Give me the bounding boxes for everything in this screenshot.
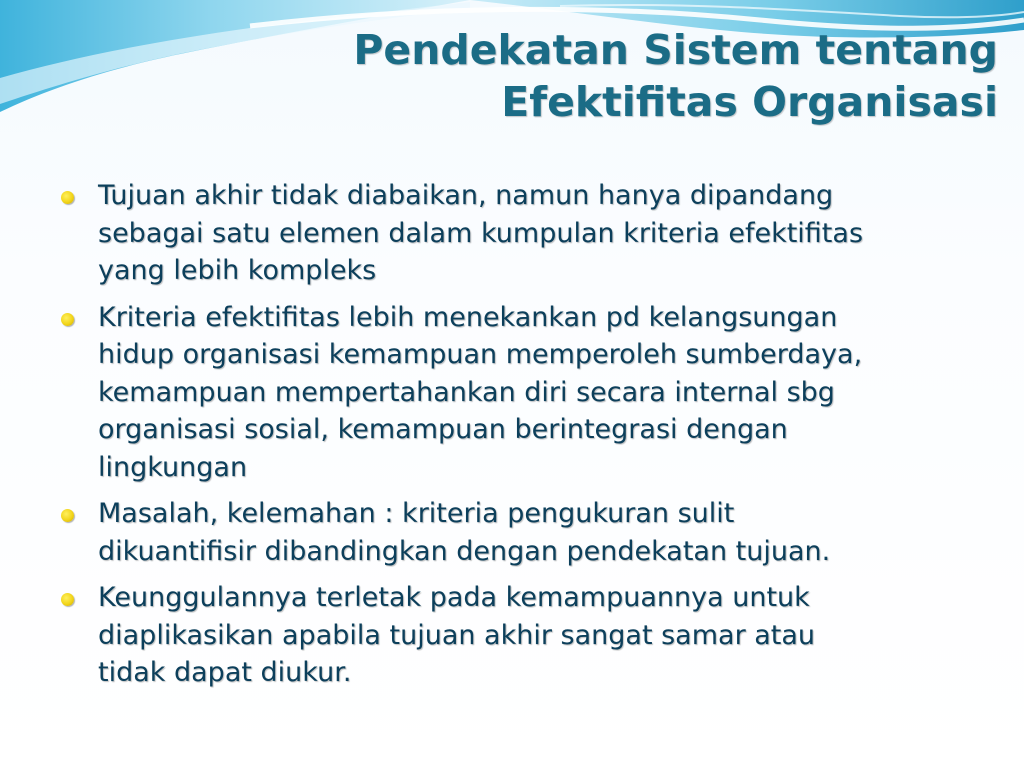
bullet-item xyxy=(58,177,998,290)
bullet-text-line: lingkungan xyxy=(98,451,248,483)
slide-title xyxy=(278,24,998,128)
bullet-dot-icon xyxy=(61,313,74,326)
bullet-text-line: organisasi sosial, kemampuan berintegrasi dengan xyxy=(98,414,788,445)
bullet-text-line: Kriteria efektifitas lebih menekankan pd kelangsungan xyxy=(98,301,838,333)
bullet-text-line: yang lebih kompleks xyxy=(98,255,377,286)
bullet-dot-icon xyxy=(61,593,74,606)
slide-title-line: Pendekatan Sistem tentang xyxy=(353,26,998,74)
slide-title-line: Efektifitas Organisasi xyxy=(501,78,998,126)
bullet-text-line: sebagai satu elemen dalam kumpulan kriteria efektifitas xyxy=(98,217,864,249)
bullet-item xyxy=(58,579,998,692)
bullet-list xyxy=(58,177,998,701)
bullet-dot-icon xyxy=(61,191,74,204)
bullet-text-line: diaplikasikan apabila tujuan akhir sangat samar atau xyxy=(98,619,816,651)
bullet-text-line: Tujuan akhir tidak diabaikan, namun hanya dipandang xyxy=(98,180,834,211)
bullet-text-line: hidup organisasi kemampuan memperoleh sumberdaya, xyxy=(98,339,863,370)
bullet-item xyxy=(58,299,998,487)
bullet-text-line: tidak dapat diukur. xyxy=(98,657,352,688)
bullet-dot-icon xyxy=(61,509,74,522)
bullet-text-line: dikuantifisir dibandingkan dengan pendekatan tujuan. xyxy=(98,535,831,567)
bullet-item xyxy=(58,495,998,570)
bullet-text-line: Keunggulannya terletak pada kemampuannya untuk xyxy=(98,582,810,613)
bullet-text-line: Masalah, kelemahan : kriteria pengukuran sulit xyxy=(98,498,735,529)
bullet-text-line: kemampuan mempertahankan diri secara internal sbg xyxy=(98,376,835,408)
